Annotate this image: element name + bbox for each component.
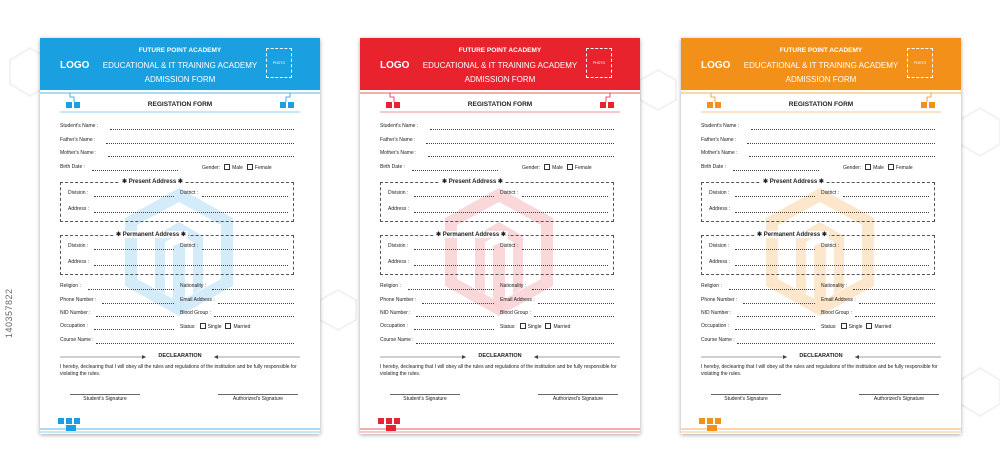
- married-checkbox[interactable]: [225, 323, 231, 329]
- male-label: Male: [552, 165, 563, 171]
- phone-field[interactable]: [743, 303, 815, 304]
- nid-label: NID Number :: [701, 310, 732, 316]
- students-name-label: Student's Name :: [380, 123, 419, 129]
- form-name: ADMISSION FORM: [785, 75, 857, 84]
- email-field[interactable]: [218, 303, 294, 304]
- female-label: Female: [574, 165, 592, 171]
- nationality-label: Nationality :: [821, 283, 848, 289]
- present-address-label: Address :: [68, 206, 90, 212]
- male-checkbox[interactable]: [544, 164, 550, 170]
- permanent-address-field[interactable]: [735, 265, 929, 266]
- religion-label: Religion :: [701, 283, 722, 289]
- present-district-label: District :: [180, 190, 199, 196]
- phone-label: Phone Number :: [701, 297, 738, 303]
- admission-form-2: [360, 38, 640, 434]
- gender-group: [202, 164, 272, 171]
- form-header: [360, 38, 640, 90]
- permanent-address-label: Address :: [68, 259, 90, 265]
- phone-field[interactable]: [102, 303, 174, 304]
- fathers-name-field[interactable]: [747, 143, 935, 144]
- permanent-district-label: District :: [500, 243, 519, 249]
- course-name-label: Course Name :: [380, 337, 414, 343]
- blood-group-label: Blood Group :: [500, 310, 531, 316]
- nationality-field[interactable]: [853, 289, 935, 290]
- present-division-field[interactable]: [414, 196, 494, 197]
- present-address-label: Address :: [709, 206, 731, 212]
- occupation-field[interactable]: [735, 329, 815, 330]
- female-checkbox[interactable]: [567, 164, 573, 170]
- photo-box: PHOTO: [266, 48, 292, 78]
- form-name: ADMISSION FORM: [144, 75, 216, 84]
- single-label: Single: [527, 324, 542, 330]
- female-label: Female: [895, 165, 913, 171]
- blood-group-label: Blood Group :: [821, 310, 852, 316]
- married-checkbox[interactable]: [866, 323, 872, 329]
- birth-date-field[interactable]: [92, 170, 178, 171]
- registration-title: REGISTATION FORM: [788, 101, 854, 108]
- present-division-label: Division :: [68, 190, 89, 196]
- course-name-label: Course Name :: [60, 337, 94, 343]
- nid-label: NID Number :: [60, 310, 91, 316]
- present-address-box: [60, 182, 294, 222]
- admission-form-3: [681, 38, 961, 434]
- permanent-district-label: District :: [180, 243, 199, 249]
- declaration-title: DECLEARATION: [799, 353, 843, 359]
- course-name-field[interactable]: [416, 343, 614, 344]
- mothers-name-label: Mother's Name :: [380, 150, 417, 156]
- academy-subtitle: EDUCATIONAL & IT TRAINING ACADEMY: [422, 61, 578, 70]
- authorized-signature-line[interactable]: [538, 394, 618, 395]
- academy-name: FUTURE POINT ACADEMY: [779, 47, 863, 54]
- form-header: [40, 38, 320, 90]
- male-label: Male: [873, 165, 884, 171]
- permanent-district-field[interactable]: [202, 249, 288, 250]
- present-division-field[interactable]: [735, 196, 815, 197]
- present-district-label: District :: [500, 190, 519, 196]
- blood-group-field[interactable]: [214, 316, 294, 317]
- permanent-address-title: ✱ Permanent Address ✱: [116, 232, 186, 238]
- students-name-field[interactable]: [751, 129, 935, 130]
- status-label: Status:: [180, 324, 196, 330]
- present-address-field[interactable]: [414, 212, 608, 213]
- logo: LOGO: [380, 60, 410, 71]
- status-group: [500, 323, 570, 330]
- declaration-text: I hereby, declearing that I will obey all the rules and regulations of the institution and be fully responsible for violating the rules.: [60, 364, 297, 377]
- single-checkbox[interactable]: [520, 323, 526, 329]
- nationality-field[interactable]: [212, 289, 294, 290]
- students-name-field[interactable]: [430, 129, 614, 130]
- gender-label: Gender:: [843, 165, 862, 171]
- blood-group-field[interactable]: [855, 316, 935, 317]
- mothers-name-field[interactable]: [749, 156, 935, 157]
- photo-box: PHOTO: [907, 48, 933, 78]
- permanent-division-label: Division :: [709, 243, 730, 249]
- form-name: ADMISSION FORM: [464, 75, 536, 84]
- male-label: Male: [232, 165, 243, 171]
- students-name-label: Student's Name :: [60, 123, 99, 129]
- present-address-title: ✱ Present Address ✱: [442, 179, 503, 185]
- mothers-name-label: Mother's Name :: [701, 150, 738, 156]
- male-checkbox[interactable]: [224, 164, 230, 170]
- students-name-field[interactable]: [110, 129, 294, 130]
- blood-group-field[interactable]: [534, 316, 614, 317]
- permanent-address-label: Address :: [388, 259, 410, 265]
- present-address-title: ✱ Present Address ✱: [122, 179, 183, 185]
- present-address-box: [380, 182, 614, 222]
- status-group: [821, 323, 891, 330]
- fathers-name-field[interactable]: [426, 143, 614, 144]
- fathers-name-label: Father's Name :: [701, 137, 737, 143]
- permanent-address-label: Address :: [709, 259, 731, 265]
- authorized-signature-label: Authorized's Signature: [232, 396, 284, 402]
- email-field[interactable]: [538, 303, 614, 304]
- birth-date-field[interactable]: [412, 170, 498, 171]
- nid-field[interactable]: [96, 316, 174, 317]
- fathers-name-label: Father's Name :: [380, 137, 416, 143]
- religion-label: Religion :: [60, 283, 81, 289]
- birth-date-label: Birth Date :: [60, 164, 86, 170]
- present-address-field[interactable]: [94, 212, 288, 213]
- email-label: Email Address :: [180, 297, 215, 303]
- permanent-address-title: ✱ Permanent Address ✱: [757, 232, 827, 238]
- status-label: Status:: [821, 324, 837, 330]
- status-group: [180, 323, 250, 330]
- married-label: Married: [553, 324, 571, 330]
- female-label: Female: [254, 165, 272, 171]
- fathers-name-label: Father's Name :: [60, 137, 96, 143]
- male-checkbox[interactable]: [865, 164, 871, 170]
- form-header: [681, 38, 961, 90]
- religion-label: Religion :: [380, 283, 401, 289]
- permanent-district-label: District :: [821, 243, 840, 249]
- occupation-field[interactable]: [414, 329, 494, 330]
- phone-label: Phone Number :: [60, 297, 97, 303]
- permanent-address-field[interactable]: [94, 265, 288, 266]
- admission-form-1: [40, 38, 320, 434]
- declaration-title: DECLEARATION: [478, 353, 522, 359]
- married-label: Married: [874, 324, 892, 330]
- birth-date-label: Birth Date :: [380, 164, 406, 170]
- course-name-field[interactable]: [737, 343, 935, 344]
- permanent-division-field[interactable]: [94, 249, 174, 250]
- fathers-name-field[interactable]: [106, 143, 294, 144]
- image-id: 140357822: [4, 288, 14, 338]
- footer-decoration: [681, 418, 961, 434]
- photo-box: PHOTO: [586, 48, 612, 78]
- female-checkbox[interactable]: [888, 164, 894, 170]
- present-district-field[interactable]: [522, 196, 608, 197]
- student-signature-label: Student's Signature: [83, 396, 127, 402]
- email-field[interactable]: [859, 303, 935, 304]
- footer-decoration: [40, 418, 320, 434]
- logo: LOGO: [60, 60, 90, 71]
- married-checkbox[interactable]: [545, 323, 551, 329]
- present-district-field[interactable]: [843, 196, 929, 197]
- permanent-division-label: Division :: [68, 243, 89, 249]
- nationality-field[interactable]: [532, 289, 614, 290]
- present-district-field[interactable]: [202, 196, 288, 197]
- present-division-label: Division :: [709, 190, 730, 196]
- nid-field[interactable]: [416, 316, 494, 317]
- permanent-division-field[interactable]: [414, 249, 494, 250]
- registration-title: REGISTATION FORM: [147, 101, 213, 108]
- academy-name: FUTURE POINT ACADEMY: [138, 47, 222, 54]
- phone-field[interactable]: [422, 303, 494, 304]
- phone-label: Phone Number :: [380, 297, 417, 303]
- religion-field[interactable]: [88, 289, 174, 290]
- single-label: Single: [207, 324, 222, 330]
- footer-decoration: [360, 418, 640, 434]
- mothers-name-field[interactable]: [108, 156, 294, 157]
- authorized-signature-line[interactable]: [859, 394, 939, 395]
- student-signature-line[interactable]: [390, 394, 460, 395]
- declaration-text: I hereby, declearing that I will obey all the rules and regulations of the institution and be fully responsible for violating the rules.: [380, 364, 617, 377]
- authorized-signature-label: Authorized's Signature: [552, 396, 604, 402]
- students-name-label: Student's Name :: [701, 123, 740, 129]
- email-label: Email Address :: [821, 297, 856, 303]
- logo: LOGO: [701, 60, 731, 71]
- gender-group: [522, 164, 592, 171]
- registration-title: REGISTATION FORM: [467, 101, 533, 108]
- status-label: Status:: [500, 324, 516, 330]
- blood-group-label: Blood Group :: [180, 310, 211, 316]
- present-address-field[interactable]: [735, 212, 929, 213]
- permanent-address-box: [60, 235, 294, 275]
- present-address-box: [701, 182, 935, 222]
- course-name-label: Course Name :: [701, 337, 735, 343]
- female-checkbox[interactable]: [247, 164, 253, 170]
- gender-label: Gender:: [202, 165, 221, 171]
- permanent-address-field[interactable]: [414, 265, 608, 266]
- birth-date-label: Birth Date :: [701, 164, 727, 170]
- married-label: Married: [233, 324, 251, 330]
- nationality-label: Nationality :: [500, 283, 527, 289]
- present-division-field[interactable]: [94, 196, 174, 197]
- birth-date-field[interactable]: [733, 170, 819, 171]
- student-signature-label: Student's Signature: [403, 396, 447, 402]
- occupation-label: Occupation :: [60, 323, 89, 329]
- academy-name: FUTURE POINT ACADEMY: [458, 47, 542, 54]
- occupation-field[interactable]: [94, 329, 174, 330]
- occupation-label: Occupation :: [380, 323, 409, 329]
- occupation-label: Occupation :: [701, 323, 730, 329]
- nationality-label: Nationality :: [180, 283, 207, 289]
- religion-field[interactable]: [729, 289, 815, 290]
- permanent-division-field[interactable]: [735, 249, 815, 250]
- gender-group: [843, 164, 913, 171]
- present-division-label: Division :: [388, 190, 409, 196]
- present-district-label: District :: [821, 190, 840, 196]
- student-signature-line[interactable]: [70, 394, 140, 395]
- course-name-field[interactable]: [96, 343, 294, 344]
- permanent-division-label: Division :: [388, 243, 409, 249]
- gender-label: Gender:: [522, 165, 541, 171]
- authorized-signature-line[interactable]: [218, 394, 298, 395]
- present-address-label: Address :: [388, 206, 410, 212]
- student-signature-line[interactable]: [711, 394, 781, 395]
- declaration-text: I hereby, declearing that I will obey all the rules and regulations of the institution and be fully responsible for violating the rules.: [701, 364, 938, 377]
- permanent-address-box: [701, 235, 935, 275]
- declaration-title: DECLEARATION: [158, 353, 202, 359]
- religion-field[interactable]: [408, 289, 494, 290]
- single-checkbox[interactable]: [841, 323, 847, 329]
- permanent-district-field[interactable]: [522, 249, 608, 250]
- permanent-address-box: [380, 235, 614, 275]
- authorized-signature-label: Authorized's Signature: [873, 396, 925, 402]
- single-label: Single: [848, 324, 863, 330]
- mothers-name-field[interactable]: [428, 156, 614, 157]
- present-address-title: ✱ Present Address ✱: [763, 179, 824, 185]
- permanent-district-field[interactable]: [843, 249, 929, 250]
- academy-subtitle: EDUCATIONAL & IT TRAINING ACADEMY: [102, 61, 258, 70]
- permanent-address-title: ✱ Permanent Address ✱: [436, 232, 506, 238]
- email-label: Email Address :: [500, 297, 535, 303]
- nid-label: NID Number :: [380, 310, 411, 316]
- mothers-name-label: Mother's Name :: [60, 150, 97, 156]
- single-checkbox[interactable]: [200, 323, 206, 329]
- nid-field[interactable]: [737, 316, 815, 317]
- academy-subtitle: EDUCATIONAL & IT TRAINING ACADEMY: [743, 61, 899, 70]
- student-signature-label: Student's Signature: [724, 396, 768, 402]
